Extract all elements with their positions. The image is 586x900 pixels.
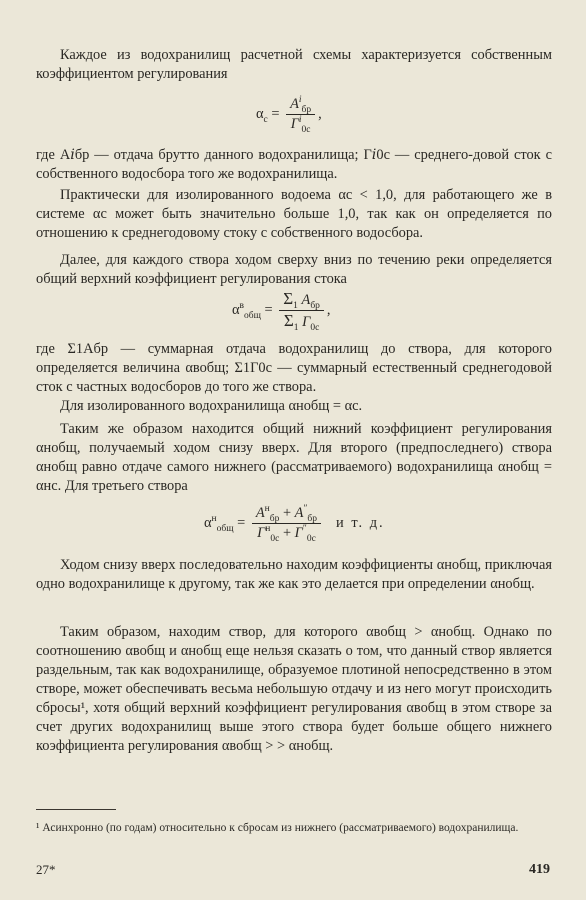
page-number: 419 — [529, 862, 550, 877]
paragraph-9 — [36, 623, 552, 756]
formula-alpha-c: $\alpha_c$ = $\frac{A^i_{бр}}{\Gamma^i_{0c}}$ , — [256, 95, 322, 135]
printer-signature: 27* — [36, 862, 56, 877]
paragraph-8 — [36, 556, 552, 594]
paragraph-5-text: где Σ1Aбр — суммарная отдача водохранилищ до створа, для которого определяется величина αвобщ; Σ1Γ0c — суммарный естественный среднегодовой сток с частных водосборов до того же створа. — [36, 341, 552, 395]
paragraph-7 — [36, 420, 552, 496]
formula-2-tail: , — [326, 302, 331, 318]
paragraph-6-text: Для изолированного водохранилища αнобщ = αc. — [60, 398, 363, 414]
paragraph-2-text: где A𝑖бр — отдача брутто данного водохранилища; Γ𝑖0c — среднего-довой сток с собственного водосбора того же водохранилища. — [36, 147, 552, 182]
paragraph-1 — [36, 46, 552, 84]
paragraph-3-text: Практически для изолированного водоема αc < 1,0, для работающего же в системе αc может быть значительно больше 1,0, так как он определяется по отношению к среднегодовому стоку с собственного водосбора. — [36, 187, 552, 241]
formula-alpha-obsh-n: $\alpha^н_{общ}$ = $\frac{A^н_{бр} + A''_{бр}}{\Gamma^н_{0c} + \Gamma''_{0c}}$ и т. д. — [204, 504, 385, 544]
paragraph-1-text: Каждое из водохранилищ расчетной схемы характеризуется собственным коэффициентом регулирования — [36, 47, 552, 82]
paragraph-8-text: Ходом снизу вверх последовательно находим коэффициенты αнобщ, приключая одно водохранилище к другому, так же как это делается при определении αнобщ. — [36, 557, 552, 592]
paragraph-9-text: Таким образом, находим створ, для которого αвобщ > αнобщ. Однако по соотношению αвобщ и αнобщ еще нельзя сказать о том, что данный створ является раздельным, так как водохранилище, образуемое плотиной непосредственно в этом створе, может обеспечивать весьма небольшую отдачу и из него могут происходить сбросы¹, хотя общий верхний коэффициент регулирования αвобщ в этом створе за счет других водохранилищ выше этого створа будет больше общего нижнего коэффициента регулирования αвобщ > > αнобщ. — [36, 624, 552, 754]
paragraph-5 — [36, 340, 552, 397]
formula-3-tail: и т. д. — [336, 515, 385, 531]
paragraph-4-text: Далее, для каждого створа ходом сверху вниз по течению реки определяется общий верхний коэффициент регулирования стока — [36, 252, 552, 287]
footnote: ¹ Асинхронно (по годам) относительно к сбросам из нижнего (рассматриваемого) водохранилища. — [36, 822, 519, 834]
paragraph-2 — [36, 146, 552, 184]
footnote-rule — [36, 809, 116, 810]
paragraph-3 — [36, 186, 552, 243]
paragraph-7-text: Таким же образом находится общий нижний коэффициент регулирования αнобщ, получаемый ходом снизу вверх. Для второго (предпоследнего) створа αнобщ равно отдаче самого нижнего (рассматриваемого) водохранилища αнобщ = αнc. Для третьего створа — [36, 421, 552, 494]
formula-alpha-obsh-v: $\alpha^в_{общ}$ = $\frac{\Sigma_1 A_{бр}}{\Sigma_1 \Gamma_{0c}}$ , — [232, 289, 331, 333]
paragraph-6 — [36, 397, 552, 416]
paragraph-4 — [36, 251, 552, 289]
formula-1-tail: , — [318, 106, 322, 122]
